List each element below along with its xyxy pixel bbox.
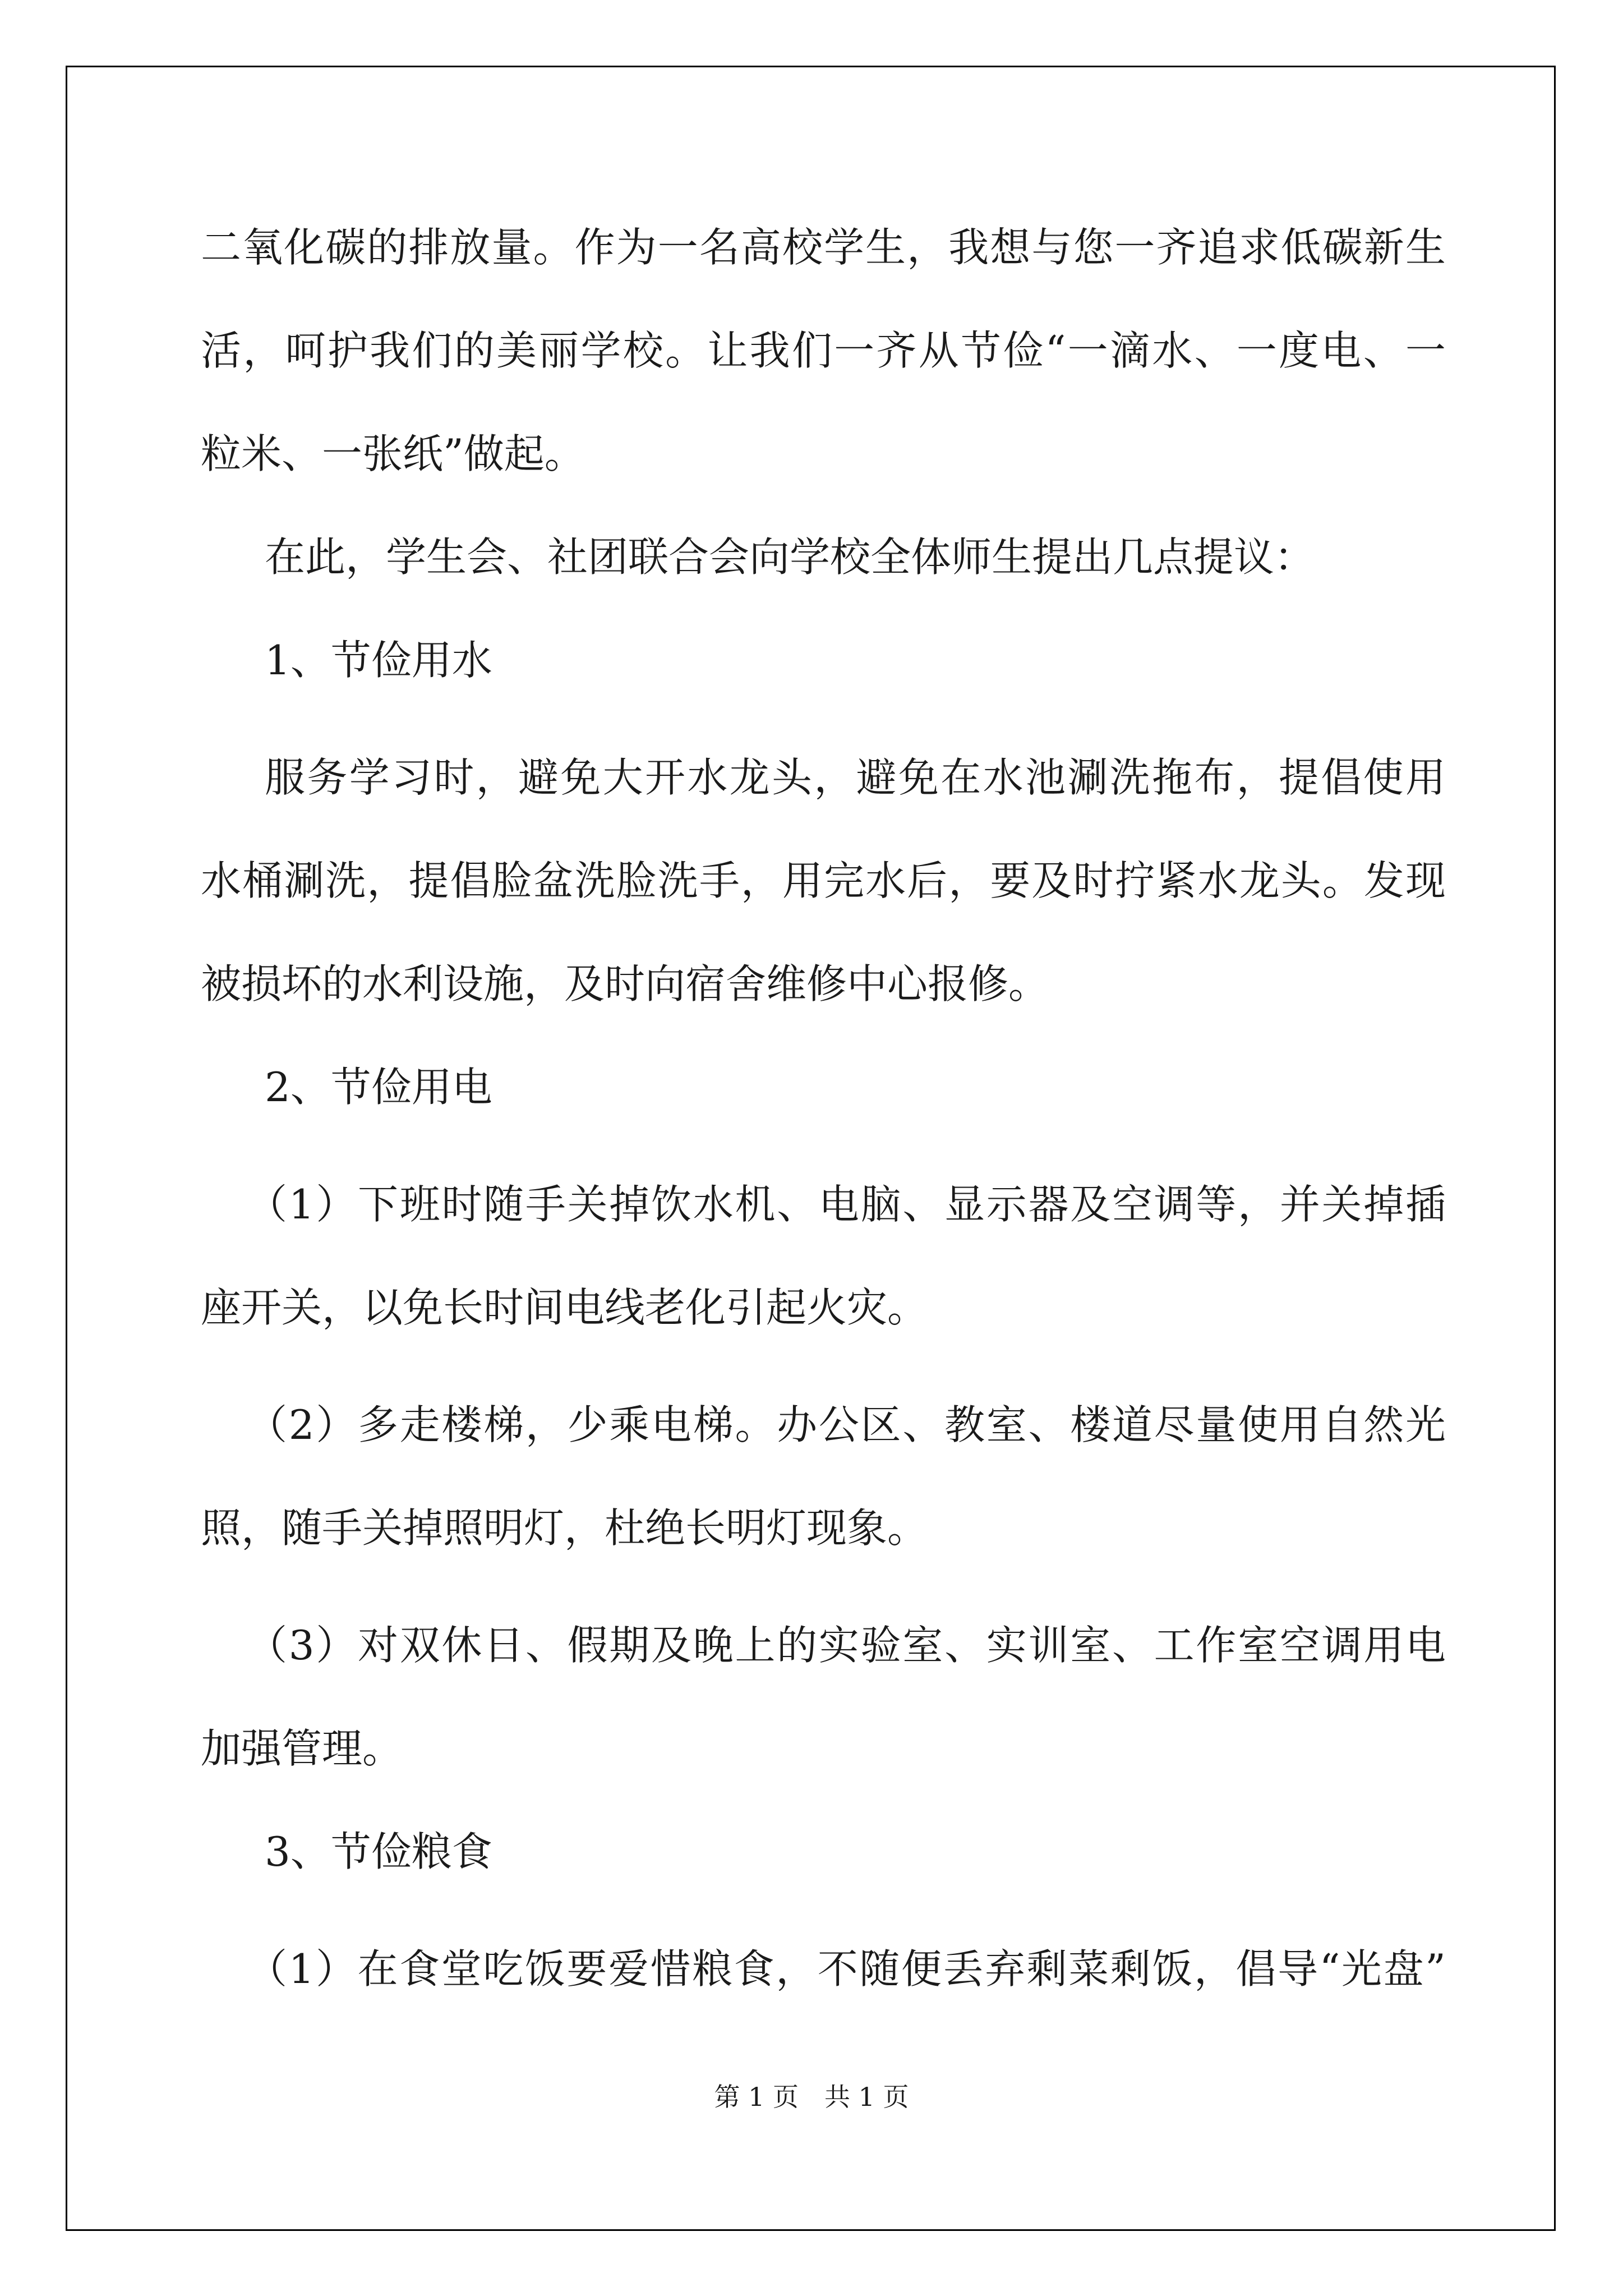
text-line: 座开关，以免长时间电线老化引起火灾。 — [201, 1284, 928, 1331]
text-line: 二氧化碳的排放量。作为一名高校学生，我想与您一齐追求低碳新生 — [201, 224, 1446, 271]
text-line: 在此，学生会、社团联合会向学校全体师生提出几点提议： — [265, 533, 1315, 581]
page-footer: 第 1 页 共 1 页 — [714, 2082, 909, 2112]
text-line: 活，呵护我们的美丽学校。让我们一齐从节俭“一滴水、一度电、一 — [201, 327, 1446, 374]
section-heading: 1、节俭用水 — [265, 637, 492, 684]
text-line: （1）下班时随手关掉饮水机、电脑、显示器及空调等，并关掉插 — [247, 1181, 1446, 1228]
text-line: 照，随手关掉照明灯，杜绝长明灯现象。 — [201, 1504, 928, 1552]
text-line: （1）在食堂吃饭要爱惜粮食，不随便丢弃剩菜剩饭，倡导“光盘” — [247, 1945, 1446, 1993]
text-line: 水桶涮洗，提倡脸盆洗脸洗手，用完水后，要及时拧紧水龙头。发现 — [201, 857, 1446, 904]
text-line: （2）多走楼梯，少乘电梯。办公区、教室、楼道尽量使用自然光 — [247, 1401, 1446, 1448]
text-line: 被损坏的水利设施，及时向宿舍维修中心报修。 — [201, 960, 1049, 1007]
section-heading: 2、节俭用电 — [265, 1064, 492, 1111]
text-line: （3）对双休日、假期及晚上的实验室、实训室、工作室空调用电 — [247, 1622, 1446, 1669]
text-line: 加强管理。 — [201, 1725, 403, 1772]
text-line: 粒米、一张纸”做起。 — [201, 430, 585, 477]
text-line: 服务学习时，避免大开水龙头，避免在水池涮洗拖布，提倡使用 — [265, 754, 1446, 801]
section-heading: 3、节俭粮食 — [265, 1828, 492, 1875]
